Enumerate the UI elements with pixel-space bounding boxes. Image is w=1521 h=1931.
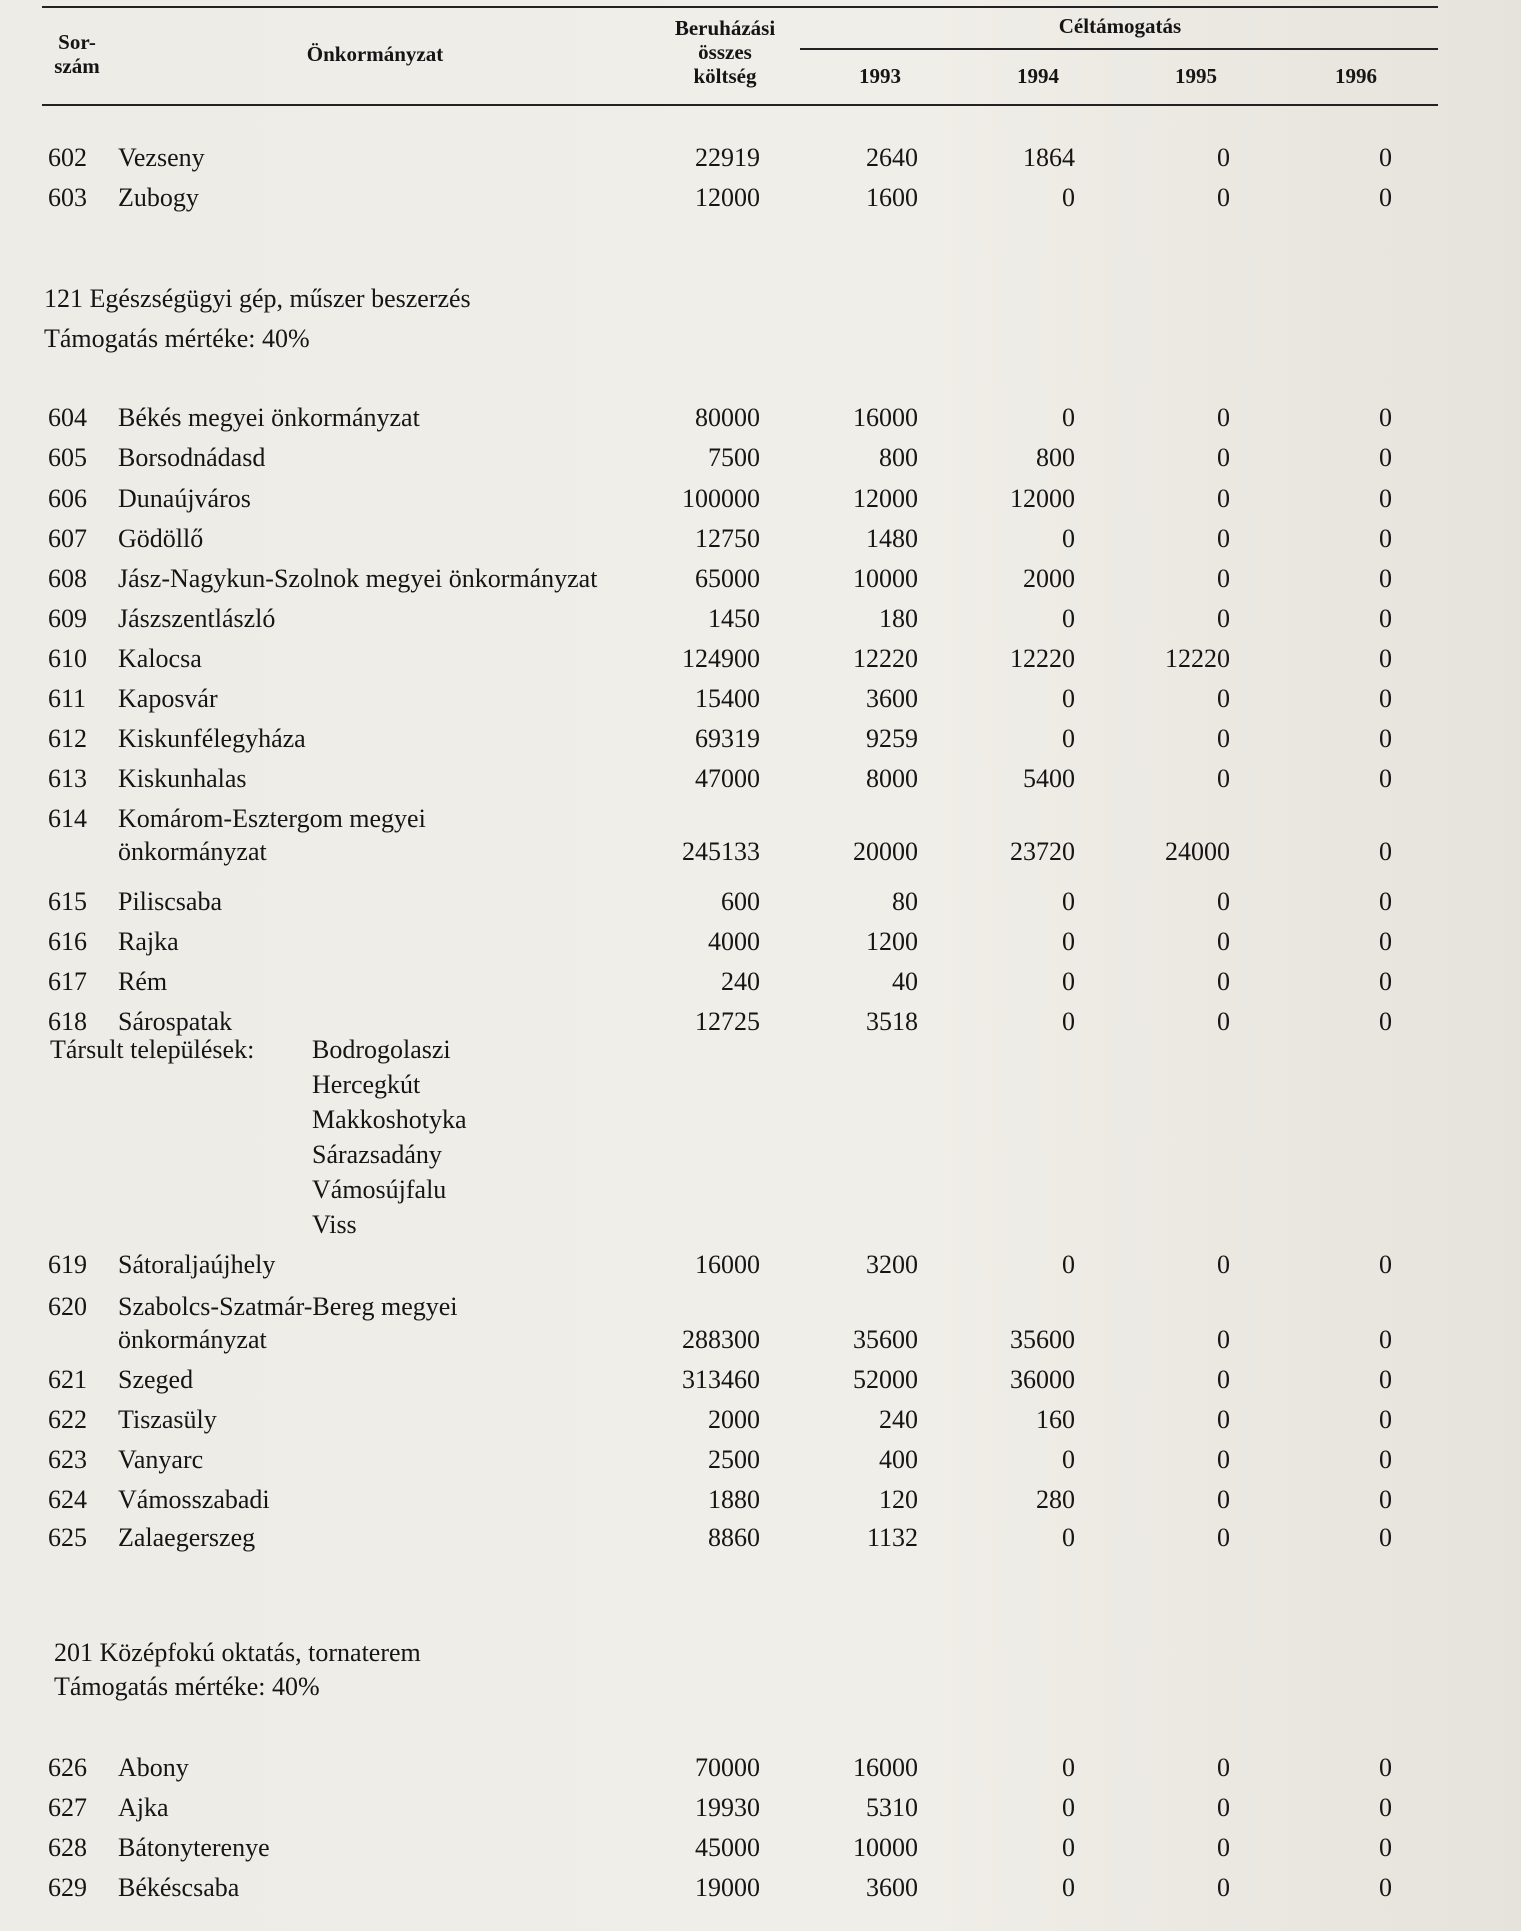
cell-y1996: 0 [1379, 403, 1392, 432]
cell-y1993: 16000 [853, 1753, 918, 1782]
celtamogatas-rule [800, 48, 1438, 50]
table-row [0, 1748, 1521, 1788]
cell-y1995: 0 [1217, 1523, 1230, 1552]
table-row [0, 398, 1521, 438]
table-row [0, 438, 1521, 478]
cell-cost: 100000 [682, 484, 760, 513]
cell-y1993: 120 [879, 1485, 918, 1514]
table-row [0, 1287, 1521, 1354]
row-number: 627 [48, 1793, 87, 1822]
cell-y1993: 52000 [853, 1365, 918, 1394]
row-number: 604 [48, 403, 87, 432]
cell-y1995: 24000 [1165, 837, 1230, 866]
row-name: Piliscsaba [118, 887, 222, 916]
cell-y1996: 0 [1379, 1523, 1392, 1552]
row-name-cont: önkormányzat [118, 837, 267, 866]
cell-y1993: 10000 [853, 564, 918, 593]
cell-y1993: 10000 [853, 1833, 918, 1862]
row-name: Békéscsaba [118, 1873, 240, 1902]
cell-cost: 47000 [695, 764, 760, 793]
cell-y1996: 0 [1379, 1833, 1392, 1862]
cell-y1996: 0 [1379, 927, 1392, 956]
table-row [0, 1480, 1521, 1520]
cell-y1994: 0 [1062, 1250, 1075, 1279]
header-year-1994: 1994 [1017, 64, 1059, 88]
cell-y1993: 16000 [853, 403, 918, 432]
cell-y1994: 0 [1062, 1753, 1075, 1782]
cell-y1995: 0 [1217, 967, 1230, 996]
cell-y1996: 0 [1379, 1793, 1392, 1822]
cell-y1996: 0 [1379, 837, 1392, 866]
cell-y1993: 1200 [866, 927, 918, 956]
row-number: 605 [48, 443, 87, 472]
cell-cost: 16000 [695, 1250, 760, 1279]
cell-cost: 8860 [708, 1523, 760, 1552]
cell-y1993: 12000 [853, 484, 918, 513]
cell-y1994: 0 [1062, 684, 1075, 713]
row-name: Vezseny [118, 143, 205, 172]
table-row [0, 882, 1521, 922]
section-rate: Támogatás mértéke: 40% [44, 324, 310, 353]
row-number: 620 [48, 1292, 87, 1321]
row-name: Szabolcs-Szatmár-Bereg megyei [118, 1292, 458, 1321]
cell-cost: 288300 [682, 1325, 760, 1354]
table-row [0, 922, 1521, 962]
cell-y1996: 0 [1379, 644, 1392, 673]
row-number: 629 [48, 1873, 87, 1902]
cell-y1996: 0 [1379, 183, 1392, 212]
cell-y1993: 35600 [853, 1325, 918, 1354]
cell-y1994: 35600 [1010, 1325, 1075, 1354]
cell-cost: 19000 [695, 1873, 760, 1902]
row-number: 609 [48, 604, 87, 633]
header-year-1995: 1995 [1175, 64, 1217, 88]
cell-y1996: 0 [1379, 1365, 1392, 1394]
cell-y1993: 8000 [866, 764, 918, 793]
cell-cost: 80000 [695, 403, 760, 432]
table-row [0, 559, 1521, 599]
row-number: 610 [48, 644, 87, 673]
table-row [0, 138, 1521, 178]
row-number: 603 [48, 183, 87, 212]
header-celtamogatas: Céltámogatás [1058, 14, 1182, 38]
cell-y1993: 1480 [866, 524, 918, 553]
cell-y1995: 0 [1217, 1753, 1230, 1782]
cell-cost: 1450 [708, 604, 760, 633]
section-title: 201 Középfokú oktatás, tornaterem [54, 1638, 421, 1667]
cell-cost: 1880 [708, 1485, 760, 1514]
cell-y1996: 0 [1379, 604, 1392, 633]
table-row [0, 1245, 1521, 1285]
cell-y1993: 3200 [866, 1250, 918, 1279]
header-sorszam: Sor- szám [54, 30, 100, 78]
cell-y1994: 0 [1062, 183, 1075, 212]
row-name: Sátoraljaújhely [118, 1250, 276, 1279]
row-name: Jász-Nagykun-Szolnok megyei önkormányzat [118, 564, 598, 593]
cell-y1993: 800 [879, 443, 918, 472]
cell-y1995: 0 [1217, 1873, 1230, 1902]
cell-y1995: 0 [1217, 183, 1230, 212]
cell-y1996: 0 [1379, 443, 1392, 472]
cell-y1996: 0 [1379, 1007, 1392, 1036]
cell-cost: 12725 [695, 1007, 760, 1036]
cell-y1993: 5310 [866, 1793, 918, 1822]
cell-y1993: 240 [879, 1405, 918, 1434]
cell-y1996: 0 [1379, 967, 1392, 996]
row-name: Kalocsa [118, 644, 202, 673]
table-row [0, 679, 1521, 719]
cell-y1993: 20000 [853, 837, 918, 866]
cell-cost: 45000 [695, 1833, 760, 1862]
associated-settlement: Bodrogolaszi [312, 1035, 451, 1064]
cell-y1995: 0 [1217, 604, 1230, 633]
cell-y1994: 0 [1062, 1833, 1075, 1862]
row-name: Jászszentlászló [118, 604, 276, 633]
cell-y1996: 0 [1379, 524, 1392, 553]
cell-y1994: 2000 [1023, 564, 1075, 593]
top-rule [42, 6, 1438, 8]
cell-y1993: 40 [892, 967, 918, 996]
table-row [0, 639, 1521, 679]
row-number: 622 [48, 1405, 87, 1434]
table-row [0, 1440, 1521, 1480]
row-name: Borsodnádasd [118, 443, 266, 472]
cell-y1995: 0 [1217, 724, 1230, 753]
section-title: 121 Egészségügyi gép, műszer beszerzés [44, 284, 471, 313]
cell-y1993: 1132 [866, 1523, 918, 1552]
table-row [0, 1360, 1521, 1400]
cell-y1995: 0 [1217, 1485, 1230, 1514]
row-number: 616 [48, 927, 87, 956]
row-number: 617 [48, 967, 87, 996]
cell-y1994: 800 [1036, 443, 1075, 472]
cell-y1996: 0 [1379, 1485, 1392, 1514]
cell-cost: 12000 [695, 183, 760, 212]
header-year-1993: 1993 [859, 64, 901, 88]
cell-y1993: 80 [892, 887, 918, 916]
header-bottom-rule [42, 104, 1438, 106]
row-number: 606 [48, 484, 87, 513]
cell-y1996: 0 [1379, 887, 1392, 916]
table-row [0, 719, 1521, 759]
cell-y1994: 36000 [1010, 1365, 1075, 1394]
cell-y1993: 3600 [866, 1873, 918, 1902]
cell-y1993: 3600 [866, 684, 918, 713]
cell-y1994: 0 [1062, 524, 1075, 553]
row-name: Kaposvár [118, 684, 218, 713]
row-number: 628 [48, 1833, 87, 1862]
cell-y1994: 280 [1036, 1485, 1075, 1514]
cell-cost: 245133 [682, 837, 760, 866]
row-number: 625 [48, 1523, 87, 1552]
associated-settlement: Makkoshotyka [312, 1105, 467, 1134]
cell-y1994: 0 [1062, 604, 1075, 633]
cell-y1994: 12220 [1010, 644, 1075, 673]
cell-y1996: 0 [1379, 1405, 1392, 1434]
cell-y1993: 180 [879, 604, 918, 633]
cell-y1995: 0 [1217, 887, 1230, 916]
table-row [0, 962, 1521, 1002]
cell-y1995: 0 [1217, 1445, 1230, 1474]
associated-settlement: Sárazsadány [312, 1140, 442, 1169]
cell-y1996: 0 [1379, 1250, 1392, 1279]
row-number: 607 [48, 524, 87, 553]
cell-cost: 65000 [695, 564, 760, 593]
associated-settlement: Viss [312, 1210, 357, 1239]
cell-y1995: 0 [1217, 403, 1230, 432]
header-year-1996: 1996 [1335, 64, 1377, 88]
row-name: Abony [118, 1753, 189, 1782]
cell-y1996: 0 [1379, 684, 1392, 713]
row-number: 614 [48, 804, 87, 833]
row-name: Vámosszabadi [118, 1485, 270, 1514]
table-row [0, 1788, 1521, 1828]
cell-cost: 313460 [682, 1365, 760, 1394]
row-name-cont: önkormányzat [118, 1325, 267, 1354]
cell-cost: 7500 [708, 443, 760, 472]
row-name: Zubogy [118, 183, 199, 212]
cell-y1995: 0 [1217, 927, 1230, 956]
cell-y1994: 0 [1062, 403, 1075, 432]
table-row [0, 479, 1521, 519]
cell-y1995: 0 [1217, 484, 1230, 513]
associated-settlement: Hercegkút [312, 1070, 421, 1099]
cell-y1994: 5400 [1023, 764, 1075, 793]
cell-cost: 19930 [695, 1793, 760, 1822]
cell-y1995: 0 [1217, 524, 1230, 553]
section-rate: Támogatás mértéke: 40% [54, 1672, 320, 1701]
row-name: Komárom-Esztergom megyei [118, 804, 426, 833]
cell-y1994: 160 [1036, 1405, 1075, 1434]
row-number: 619 [48, 1250, 87, 1279]
cell-cost: 22919 [695, 143, 760, 172]
cell-y1995: 0 [1217, 1793, 1230, 1822]
row-name: Tiszasüly [118, 1405, 217, 1434]
associated-label: Társult települések: [50, 1035, 255, 1064]
cell-y1994: 0 [1062, 724, 1075, 753]
cell-y1994: 0 [1062, 1873, 1075, 1902]
table-row [0, 1518, 1521, 1558]
cell-cost: 70000 [695, 1753, 760, 1782]
cell-y1993: 2640 [866, 143, 918, 172]
cell-y1995: 0 [1217, 1250, 1230, 1279]
header-onkormanyzat: Önkormányzat [306, 42, 444, 66]
row-number: 612 [48, 724, 87, 753]
cell-y1994: 0 [1062, 1445, 1075, 1474]
cell-y1996: 0 [1379, 1873, 1392, 1902]
cell-y1993: 3518 [866, 1007, 918, 1036]
cell-y1996: 0 [1379, 143, 1392, 172]
table-row [0, 178, 1521, 218]
table-row [0, 759, 1521, 799]
table-row [0, 519, 1521, 559]
row-name: Gödöllő [118, 524, 204, 553]
cell-y1995: 0 [1217, 443, 1230, 472]
row-number: 613 [48, 764, 87, 793]
row-number: 626 [48, 1753, 87, 1782]
cell-y1996: 0 [1379, 484, 1392, 513]
cell-y1994: 0 [1062, 1523, 1075, 1552]
row-name: Ajka [118, 1793, 169, 1822]
cell-cost: 4000 [708, 927, 760, 956]
associated-settlement: Vámosújfalu [312, 1175, 447, 1204]
cell-y1996: 0 [1379, 1445, 1392, 1474]
cell-y1995: 0 [1217, 1405, 1230, 1434]
row-name: Rajka [118, 927, 179, 956]
cell-cost: 124900 [682, 644, 760, 673]
cell-y1993: 9259 [866, 724, 918, 753]
cell-y1994: 12000 [1010, 484, 1075, 513]
cell-y1995: 0 [1217, 1833, 1230, 1862]
cell-cost: 2500 [708, 1445, 760, 1474]
cell-cost: 12750 [695, 524, 760, 553]
cell-y1996: 0 [1379, 564, 1392, 593]
table-row [0, 1400, 1521, 1440]
row-name: Szeged [118, 1365, 194, 1394]
cell-y1995: 0 [1217, 1365, 1230, 1394]
cell-y1994: 23720 [1010, 837, 1075, 866]
row-name: Vanyarc [118, 1445, 204, 1474]
row-number: 621 [48, 1365, 87, 1394]
cell-y1996: 0 [1379, 764, 1392, 793]
cell-y1995: 0 [1217, 764, 1230, 793]
row-name: Kiskunfélegyháza [118, 724, 306, 753]
table-row [0, 1828, 1521, 1868]
row-number: 611 [48, 684, 87, 713]
row-name: Bátonyterenye [118, 1833, 270, 1862]
row-name: Sárospatak [118, 1007, 233, 1036]
cell-y1995: 12220 [1165, 644, 1230, 673]
table-row [0, 599, 1521, 639]
cell-y1995: 0 [1217, 143, 1230, 172]
row-number: 602 [48, 143, 87, 172]
cell-y1996: 0 [1379, 1753, 1392, 1782]
row-name: Kiskunhalas [118, 764, 247, 793]
cell-cost: 15400 [695, 684, 760, 713]
row-number: 608 [48, 564, 87, 593]
cell-y1995: 0 [1217, 1325, 1230, 1354]
row-number: 623 [48, 1445, 87, 1474]
header-beruhazasi: Beruházási összes költség [674, 16, 776, 88]
row-number: 618 [48, 1007, 87, 1036]
row-name: Békés megyei önkormányzat [118, 403, 420, 432]
cell-y1995: 0 [1217, 564, 1230, 593]
cell-y1993: 400 [879, 1445, 918, 1474]
row-name: Dunaújváros [118, 484, 251, 513]
row-number: 624 [48, 1485, 87, 1514]
table-row [0, 799, 1521, 866]
cell-y1996: 0 [1379, 724, 1392, 753]
cell-cost: 600 [721, 887, 760, 916]
cell-y1994: 0 [1062, 927, 1075, 956]
cell-cost: 240 [721, 967, 760, 996]
cell-y1994: 1864 [1023, 143, 1075, 172]
table-row [0, 1868, 1521, 1908]
cell-y1993: 1600 [866, 183, 918, 212]
row-name: Rém [118, 967, 168, 996]
cell-y1994: 0 [1062, 887, 1075, 916]
row-name: Zalaegerszeg [118, 1523, 256, 1552]
row-number: 615 [48, 887, 87, 916]
cell-y1994: 0 [1062, 1793, 1075, 1822]
cell-cost: 69319 [695, 724, 760, 753]
cell-y1996: 0 [1379, 1325, 1392, 1354]
cell-y1993: 12220 [853, 644, 918, 673]
cell-y1994: 0 [1062, 967, 1075, 996]
cell-y1995: 0 [1217, 684, 1230, 713]
cell-y1995: 0 [1217, 1007, 1230, 1036]
cell-cost: 2000 [708, 1405, 760, 1434]
cell-y1994: 0 [1062, 1007, 1075, 1036]
